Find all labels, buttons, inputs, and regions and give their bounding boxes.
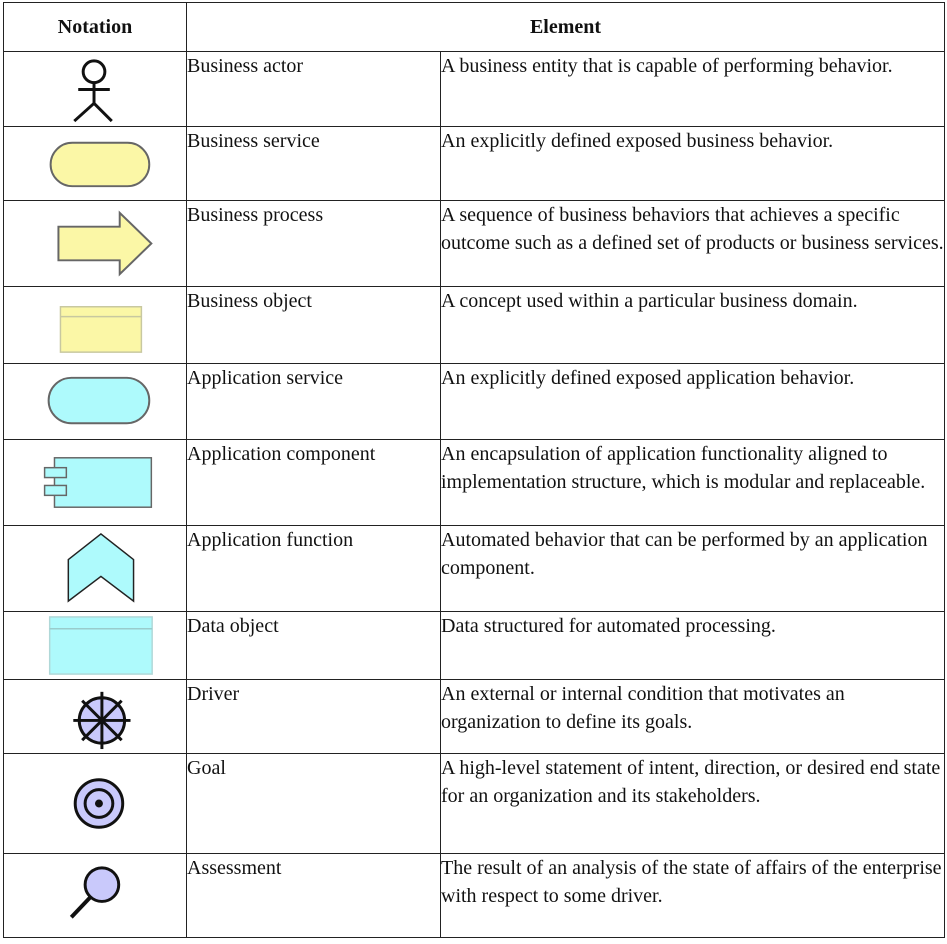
header-notation: Notation (4, 3, 187, 52)
table-row (4, 287, 945, 364)
element-name: Goal (187, 754, 441, 854)
table-row (4, 52, 945, 127)
element-description: An explicitly defined exposed business behavior. (441, 127, 945, 201)
element-name: Assessment (187, 854, 441, 938)
element-description: A concept used within a particular business domain. (441, 287, 945, 364)
element-description: The result of an analysis of the state of affairs of the enterprise with respect to some driver. (441, 854, 945, 938)
header-element: Element (187, 3, 945, 52)
element-description: A business entity that is capable of performing behavior. (441, 52, 945, 127)
table-row (4, 680, 945, 754)
business-object-icon (4, 287, 187, 363)
business-process-icon (4, 201, 187, 286)
element-name: Application service (187, 364, 441, 440)
notation-cell (4, 440, 187, 526)
driver-icon (4, 680, 187, 753)
application-component-icon (4, 440, 187, 525)
element-description: An encapsulation of application functionality aligned to implementation structure, which is modular and replaceable. (441, 440, 945, 526)
element-name: Data object (187, 612, 441, 680)
element-name: Driver (187, 680, 441, 754)
notation-table (3, 2, 945, 938)
element-name: Application function (187, 526, 441, 612)
notation-cell (4, 612, 187, 680)
notation-cell (4, 364, 187, 440)
goal-icon (4, 754, 187, 853)
application-service-icon (4, 364, 187, 439)
element-name: Business process (187, 201, 441, 287)
element-description: A sequence of business behaviors that achieves a specific outcome such as a defined set of products or business services. (441, 201, 945, 287)
table-row (4, 440, 945, 526)
element-description: An external or internal condition that motivates an organization to define its goals. (441, 680, 945, 754)
table-row (4, 364, 945, 440)
element-name: Business actor (187, 52, 441, 127)
application-function-icon (4, 526, 187, 611)
notation-cell (4, 854, 187, 938)
table-row (4, 201, 945, 287)
element-description: Data structured for automated processing. (441, 612, 945, 680)
element-name: Business service (187, 127, 441, 201)
notation-cell (4, 526, 187, 612)
business-service-icon (4, 127, 187, 200)
table-row (4, 612, 945, 680)
data-object-icon (4, 612, 187, 679)
element-description: A high-level statement of intent, direction, or desired end state for an organization and its stakeholders. (441, 754, 945, 854)
table-row (4, 754, 945, 854)
notation-cell (4, 201, 187, 287)
table-row (4, 526, 945, 612)
notation-cell (4, 287, 187, 364)
header-row (4, 3, 945, 52)
business-actor-icon (4, 52, 187, 126)
element-name: Business object (187, 287, 441, 364)
table-row (4, 127, 945, 201)
assessment-icon (4, 854, 187, 937)
notation-cell (4, 754, 187, 854)
notation-cell (4, 680, 187, 754)
table-row (4, 854, 945, 938)
element-description: An explicitly defined exposed application behavior. (441, 364, 945, 440)
notation-cell (4, 127, 187, 201)
notation-cell (4, 52, 187, 127)
element-name: Application component (187, 440, 441, 526)
element-description: Automated behavior that can be performed by an application component. (441, 526, 945, 612)
